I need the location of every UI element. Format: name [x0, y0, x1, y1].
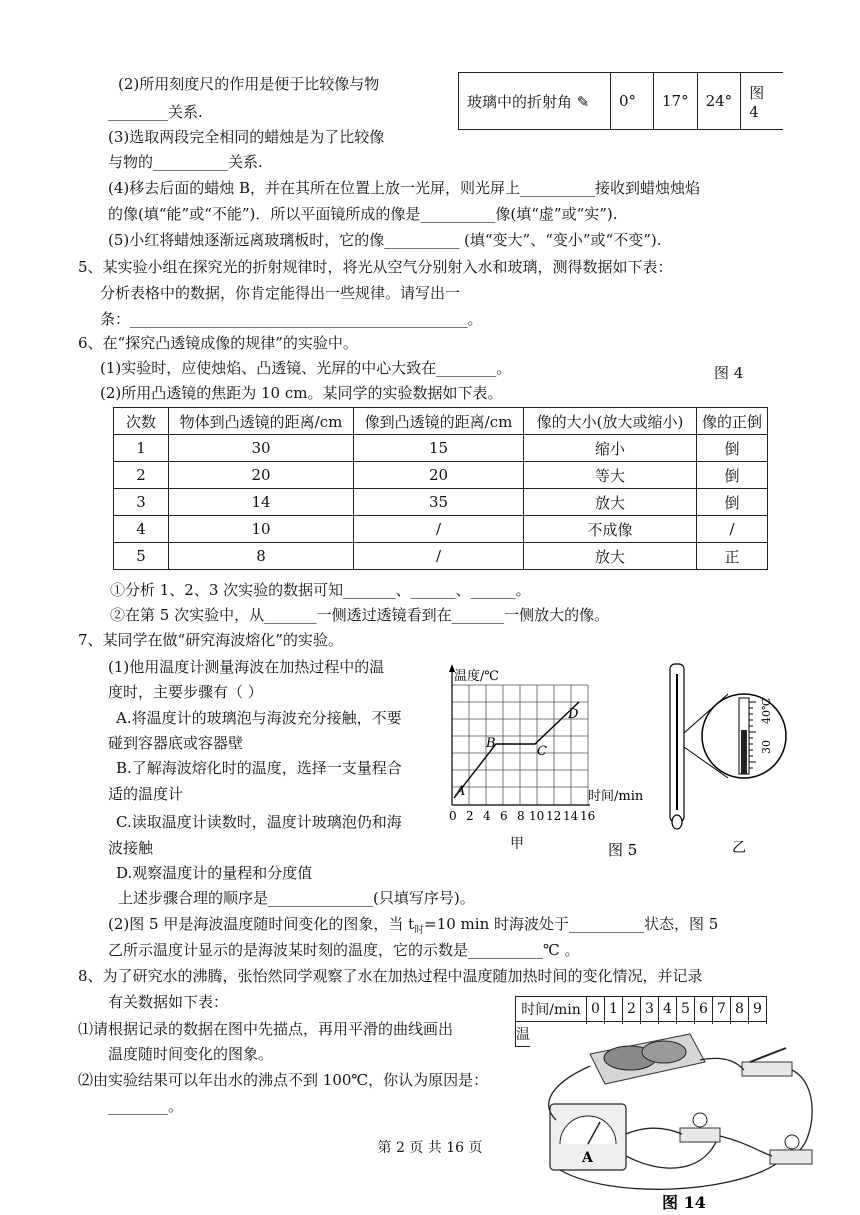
- thermometer-bulb-icon: [672, 815, 682, 829]
- table-cell: 9: [749, 997, 767, 1022]
- table-header: 温: [516, 1022, 587, 1047]
- table-cell: 0: [587, 997, 605, 1022]
- table-cell: 不成像: [524, 516, 697, 543]
- table-cell: 30: [169, 435, 354, 462]
- q7-step-c2: 波接触: [108, 839, 154, 857]
- q8-p2b: ________。: [108, 1097, 184, 1115]
- thermo-label-40: 40℃: [760, 697, 773, 724]
- graph-caption-fig: 图 5: [608, 841, 638, 859]
- table-cell: 4: [659, 997, 677, 1022]
- table-cell: 倒: [697, 435, 768, 462]
- table-row: [114, 516, 768, 543]
- table-cell: 5: [677, 997, 695, 1022]
- q7-step-a1: A.将温度计的玻璃泡与海波充分接触，不要: [116, 709, 402, 727]
- table-cell: 等大: [524, 462, 697, 489]
- table-cell: 放大: [524, 543, 697, 570]
- q7-order: 上述步骤合理的顺序是______________(只填写序号)。: [118, 889, 475, 907]
- q7-p1b: 度时，主要步骤有（ ）: [108, 683, 263, 701]
- table-row: [114, 435, 768, 462]
- q7-p1a: (1)他用温度计测量海波在加热过程中的温: [108, 658, 385, 676]
- refraction-fig: 图 4: [741, 73, 784, 130]
- lens-data-table: [113, 407, 768, 570]
- x-tick: 6: [500, 809, 508, 823]
- refraction-value: 0°: [611, 73, 654, 130]
- table-cell: 3: [114, 489, 169, 516]
- switch-base: [742, 1062, 792, 1076]
- table-cell: 6: [695, 997, 713, 1022]
- refraction-label: 玻璃中的折射角 ✎: [459, 73, 611, 130]
- x-tick: 4: [483, 809, 491, 823]
- graph-ylabel: 温度/℃: [454, 669, 499, 684]
- fig14-caption: 图 14: [662, 1193, 706, 1212]
- x-tick: 2: [466, 809, 474, 823]
- q4-p2a: (2)所用刻度尺的作用是便于比较像与物: [118, 75, 380, 93]
- q6-p2: (2)所用凸透镜的焦距为 10 cm。某同学的实验数据如下表。: [100, 384, 503, 402]
- graph-xlabel: 时间/min: [588, 789, 644, 804]
- graph-caption-jia: 甲: [510, 836, 524, 852]
- x-tick: 16: [580, 809, 596, 823]
- table-row: [114, 489, 768, 516]
- refraction-value: 24°: [697, 73, 741, 130]
- table-cell: /: [354, 543, 524, 570]
- table-header: 像到凸透镜的距离/cm: [354, 408, 524, 435]
- table-cell: 4: [114, 516, 169, 543]
- thermo-label-30: 30: [760, 740, 773, 754]
- q8-line2: 有关数据如下表：: [108, 993, 229, 1011]
- table-cell: 14: [169, 489, 354, 516]
- bulb-icon: [693, 1113, 707, 1127]
- q7-step-a2: 碰到容器底或容器壁: [108, 734, 244, 752]
- table-cell: 5: [114, 543, 169, 570]
- point-label: D: [568, 707, 579, 722]
- point-label: C: [537, 744, 547, 759]
- q7-step-d: D.观察温度计的量程和分度值: [116, 864, 313, 882]
- table-cell: 8: [169, 543, 354, 570]
- q4-p3a: (3)选取两段完全相同的蜡烛是为了比较像: [108, 128, 385, 146]
- table-cell: 2: [623, 997, 641, 1022]
- table-cell: 1: [114, 435, 169, 462]
- q7-step-b1: B.了解海波熔化时的温度，选择一支量程合: [116, 759, 402, 777]
- table-cell: 缩小: [524, 435, 697, 462]
- q6-fig-label: 图 4: [714, 364, 744, 382]
- x-tick: 0: [449, 809, 457, 823]
- x-tick: 14: [563, 809, 579, 823]
- table-cell: 倒: [697, 462, 768, 489]
- refraction-table: [458, 72, 783, 130]
- q7-p2a: (2)图 5 甲是海波温度随时间变化的图象，当 $t_时=10$ min 时海波处于__________状态，图 5: [108, 915, 719, 936]
- table-cell: 1: [605, 997, 623, 1022]
- table-cell: 15: [354, 435, 524, 462]
- q7-step-b2: 适的温度计: [108, 785, 184, 803]
- table-row: [114, 462, 768, 489]
- table-cell: 8: [731, 997, 749, 1022]
- melting-graph: [440, 660, 690, 860]
- q8-line1: 8、为了研究水的沸腾，张怡然同学观察了水在加热过程中温度随加热时间的变化情况，并记录: [78, 967, 703, 985]
- table-cell: 20: [354, 462, 524, 489]
- point-label: A: [456, 784, 466, 799]
- table-row: [114, 543, 768, 570]
- table-cell: 2: [114, 462, 169, 489]
- table-header: 次数: [114, 408, 169, 435]
- x-tick: 10: [529, 809, 545, 823]
- table-header-row: [114, 408, 768, 435]
- table-header: 时间/min: [516, 997, 587, 1022]
- q6-a2: ②在第 5 次实验中，从_______一侧透过透镜看到在_______一侧放大的像。: [110, 606, 610, 624]
- x-tick: 12: [546, 809, 562, 823]
- table-cell: 放大: [524, 489, 697, 516]
- thermo-caption-yi: 乙: [732, 840, 746, 856]
- q6-a1: ①分析 1、2、3 次实验的数据可知_______、______、______。: [110, 581, 531, 599]
- table-cell: 正: [697, 543, 768, 570]
- ammeter-label: A: [582, 1150, 593, 1166]
- table-cell: 35: [354, 489, 524, 516]
- graph-grid: [452, 685, 588, 805]
- q4-p3b: 与物的__________关系.: [108, 153, 263, 171]
- q5-line3: 条：_____________________________________________。: [100, 310, 483, 328]
- q4-p4b: 的像(填“能”或“不能”)．所以平面镜所成的像是__________像(填“虚”或“实”).: [108, 205, 618, 223]
- q7-title: 7、某同学在做“研究海波熔化”的实验。: [78, 631, 343, 649]
- circuit-figure: [530, 1024, 830, 1212]
- point-label: B: [486, 736, 496, 751]
- table-cell: 20: [169, 462, 354, 489]
- x-tick: 8: [517, 809, 525, 823]
- table-cell: 10: [169, 516, 354, 543]
- q4-p5: (5)小红将蜡烛逐渐远离玻璃板时，它的像__________ (填“变大”、“变小”或“不变”).: [108, 231, 662, 249]
- graph-curve: [454, 702, 579, 798]
- table-cell: /: [354, 516, 524, 543]
- q5-line1: 5、某实验小组在探究光的折射规律时，将光从空气分别射入水和玻璃，测得数据如下表：: [78, 258, 673, 276]
- magnified-column: [741, 730, 747, 774]
- q6-title: 6、在“探究凸透镜成像的规律”的实验中。: [78, 334, 358, 352]
- q7-step-c1: C.读取温度计读数时，温度计玻璃泡仍和海: [116, 813, 402, 831]
- q4-p4a: (4)移去后面的蜡烛 B，并在其所在位置上放一光屏，则光屏上__________接收到蜡烛烛焰: [108, 179, 701, 197]
- q8-p1a: ⑴请根据记录的数据在图中先描点，再用平滑的曲线画出: [78, 1020, 454, 1038]
- q6-p1: (1)实验时，应使烛焰、凸透镜、光屏的中心大致在________。: [100, 359, 512, 377]
- table-header: 像的正倒: [697, 408, 768, 435]
- q8-p2a: ⑵由实验结果可以年出水的沸点不到 100℃，你认为原因是：: [78, 1071, 489, 1089]
- battery-icon: [642, 1041, 686, 1063]
- graph-xticks: [449, 809, 595, 823]
- thermometer-figure: [660, 660, 790, 860]
- q8-p1b: 温度随时间变化的图象。: [108, 1045, 274, 1063]
- table-cell: 7: [713, 997, 731, 1022]
- q4-p2b: ________关系.: [108, 103, 203, 121]
- q5-line2: 分析表格中的数据，你肯定能得出一些规律。请写出一: [100, 284, 461, 302]
- refraction-value: 17°: [654, 73, 698, 130]
- page-footer: 第 2 页 共 16 页: [377, 1140, 483, 1156]
- table-cell: 3: [641, 997, 659, 1022]
- table-header: 像的大小(放大或缩小): [524, 408, 697, 435]
- table-row: [516, 997, 767, 1022]
- table-cell: /: [697, 516, 768, 543]
- q7-p2c: 乙所示温度计显示的是海波某时刻的温度，它的示数是__________℃ 。: [108, 941, 580, 959]
- table-header: 物体到凸透镜的距离/cm: [169, 408, 354, 435]
- table-cell: 倒: [697, 489, 768, 516]
- cursor-icon: ✎: [576, 92, 590, 111]
